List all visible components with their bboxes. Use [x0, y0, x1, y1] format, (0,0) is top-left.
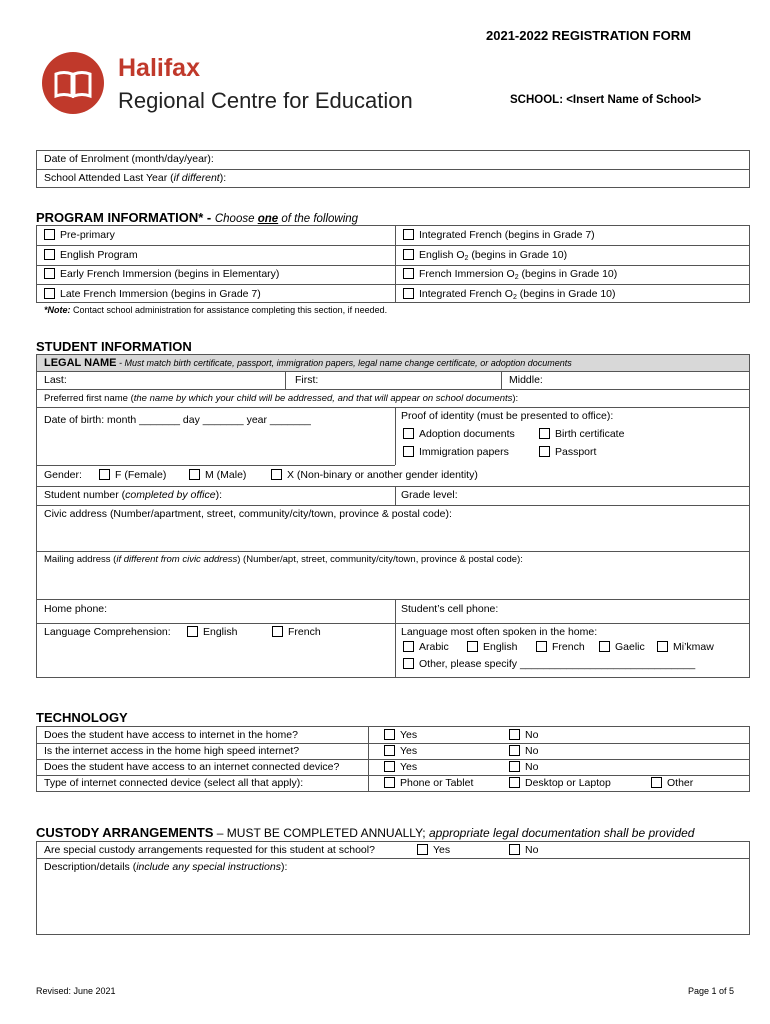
- proof-adoption[interactable]: [403, 428, 515, 440]
- tech-question: Type of internet connected device (select all that apply):: [44, 777, 304, 789]
- form-title: 2021-2022 REGISTRATION FORM: [486, 28, 691, 43]
- program-option-label: English O: [419, 249, 465, 261]
- enrolment-date-label: Date of Enrolment (month/day/year):: [44, 153, 214, 165]
- student-number-field[interactable]: [44, 489, 222, 501]
- logo: [42, 52, 104, 114]
- program-option-label: (begins in Grade 10): [519, 288, 616, 300]
- student-table: [36, 354, 750, 678]
- yes-label: Yes: [400, 761, 418, 773]
- desc-italic: include any special instructions: [136, 861, 281, 873]
- yes-label: Yes: [400, 745, 418, 757]
- checkbox[interactable]: [99, 469, 110, 480]
- subscript: 2: [514, 274, 519, 281]
- custody-question: Are special custody arrangements requested for this student at school?: [44, 844, 375, 856]
- gender-label: Gender:: [44, 469, 82, 481]
- checkbox[interactable]: [403, 446, 414, 457]
- program-option-late-french[interactable]: [44, 288, 261, 300]
- proof-birth-certificate[interactable]: [539, 428, 624, 440]
- checkbox[interactable]: [384, 777, 395, 788]
- technology-table: [36, 726, 750, 792]
- checkbox[interactable]: [417, 844, 428, 855]
- lang-comp-english[interactable]: [187, 626, 237, 638]
- no-label: No: [525, 745, 539, 757]
- page-number: Page 1 of 5: [688, 986, 735, 996]
- program-title: PROGRAM INFORMATION* -: [36, 210, 215, 225]
- custody-no[interactable]: [509, 844, 538, 856]
- yes-label: Yes: [400, 729, 418, 741]
- tech-q2-yes[interactable]: [384, 745, 417, 757]
- checkbox[interactable]: [403, 268, 414, 279]
- grade-level-field[interactable]: Grade level:: [401, 489, 458, 501]
- proof-title: Proof of identity (must be presented to office):: [401, 410, 614, 422]
- checkbox[interactable]: [44, 268, 55, 279]
- checkbox[interactable]: [384, 761, 395, 772]
- school-last-year-label: School Attended Last Year (: [44, 172, 174, 184]
- program-option-label: French Immersion O: [419, 268, 515, 280]
- home-phone-field[interactable]: Home phone:: [44, 603, 108, 615]
- school-last-year-field[interactable]: [44, 172, 226, 184]
- lang-home-gaelic[interactable]: [599, 641, 645, 653]
- checkbox[interactable]: [272, 626, 283, 637]
- custody-title-normal: – MUST BE COMPLETED ANNUALLY;: [213, 826, 429, 840]
- program-note: [44, 305, 387, 315]
- school-last-year-italic: if different: [173, 172, 220, 184]
- first-name-field[interactable]: First:: [295, 374, 319, 386]
- checkbox[interactable]: [403, 249, 414, 260]
- checkbox[interactable]: [467, 641, 478, 652]
- checkbox[interactable]: [539, 428, 550, 439]
- program-option-label: (begins in Grade 10): [471, 249, 568, 261]
- proof-passport[interactable]: [539, 446, 596, 458]
- program-section-title: [36, 210, 358, 225]
- lang-home-french[interactable]: [536, 641, 585, 653]
- lang-other-label: Other, please specify ______________________________: [419, 658, 696, 670]
- checkbox[interactable]: [384, 745, 395, 756]
- proof-option-label: Birth certificate: [555, 428, 625, 440]
- checkbox[interactable]: [384, 729, 395, 740]
- language-comprehension-label: Language Comprehension:: [44, 626, 171, 638]
- legal-name-label: LEGAL NAME: [44, 357, 117, 369]
- cell-phone-field[interactable]: Student’s cell phone:: [401, 603, 499, 615]
- tech-q2-no[interactable]: [509, 745, 538, 757]
- checkbox[interactable]: [271, 469, 282, 480]
- program-title-italic-b: one: [257, 213, 279, 225]
- no-label: No: [525, 844, 539, 856]
- checkbox[interactable]: [403, 229, 414, 240]
- mailing-address-field[interactable]: [44, 554, 523, 565]
- custody-section-title: [36, 825, 694, 840]
- no-label: No: [525, 729, 539, 741]
- subscript: 2: [464, 255, 469, 262]
- checkbox[interactable]: [403, 641, 414, 652]
- gender-female[interactable]: [99, 469, 166, 481]
- lang-comp-french[interactable]: [272, 626, 321, 638]
- checkbox[interactable]: [539, 446, 550, 457]
- enrolment-table: [36, 150, 750, 188]
- org-name-line1: Halifax: [118, 54, 200, 82]
- proof-option-label: Passport: [555, 446, 597, 458]
- program-option-label: Integrated French (begins in Grade 7): [419, 229, 595, 241]
- checkbox[interactable]: [536, 641, 547, 652]
- proof-immigration[interactable]: [403, 446, 509, 458]
- checkbox[interactable]: [509, 729, 520, 740]
- checkbox[interactable]: [509, 777, 520, 788]
- yes-label: Yes: [433, 844, 451, 856]
- program-option-label: Pre-primary: [60, 229, 115, 241]
- checkbox[interactable]: [44, 288, 55, 299]
- program-option-label: Integrated French O: [419, 288, 513, 300]
- device-desktop-laptop[interactable]: [509, 777, 611, 789]
- checkbox[interactable]: [403, 658, 414, 669]
- tech-q1-yes[interactable]: [384, 729, 417, 741]
- desc-end: ):: [280, 861, 288, 873]
- custody-description-field[interactable]: [44, 861, 287, 873]
- lang-home-english[interactable]: [467, 641, 517, 653]
- device-phone-tablet[interactable]: [384, 777, 473, 789]
- program-title-italic-c: of the following: [278, 213, 359, 225]
- custody-table: [36, 841, 750, 935]
- proof-option-label: Adoption documents: [419, 428, 515, 440]
- program-option-label: Early French Immersion (begins in Elementary): [60, 268, 280, 280]
- tech-question: Is the internet access in the home high speed internet?: [44, 745, 300, 757]
- lang-home-option-label: Gaelic: [615, 641, 645, 653]
- mailing-italic: if different from civic address: [116, 554, 238, 565]
- lang-comp-option-label: English: [203, 626, 238, 638]
- no-label: No: [525, 761, 539, 773]
- lang-home-option-label: French: [552, 641, 585, 653]
- school-last-year-end: ):: [219, 172, 227, 184]
- program-option-early-french[interactable]: [44, 268, 279, 280]
- tech-question: Does the student have access to an internet connected device?: [44, 761, 340, 773]
- mailing-end: ) (Number/apt, street, community/city/town, province & postal code):: [237, 554, 523, 565]
- tech-question: Does the student have access to internet in the home?: [44, 729, 298, 741]
- civic-address-field[interactable]: Civic address (Number/apartment, street, community/city/town, province & postal code):: [44, 508, 452, 520]
- device-option-label: Phone or Tablet: [400, 777, 474, 789]
- checkbox[interactable]: [509, 745, 520, 756]
- revised-date: Revised: June 2021: [36, 986, 116, 996]
- gender-option-label: F (Female): [115, 469, 167, 481]
- lang-home-option-label: Arabic: [419, 641, 449, 653]
- program-option-english-o2[interactable]: [403, 249, 567, 262]
- book-icon: [42, 52, 104, 114]
- lang-comp-option-label: French: [288, 626, 321, 638]
- program-title-italic-a: Choose: [214, 213, 258, 225]
- program-option-english[interactable]: [44, 249, 138, 261]
- checkbox[interactable]: [44, 249, 55, 260]
- middle-name-field[interactable]: Middle:: [509, 374, 543, 386]
- custody-yes[interactable]: [417, 844, 450, 856]
- preferred-name-field[interactable]: [44, 393, 518, 404]
- program-option-label: Late French Immersion (begins in Grade 7): [60, 288, 261, 300]
- language-home-title: Language most often spoken in the home:: [401, 626, 598, 638]
- lang-home-mikmaw[interactable]: [657, 641, 714, 653]
- desc-label: Description/details (: [44, 861, 137, 873]
- program-option-label: English Program: [60, 249, 138, 261]
- lang-home-option-label: English: [483, 641, 518, 653]
- mailing-label: Mailing address (: [44, 554, 117, 565]
- checkbox[interactable]: [651, 777, 662, 788]
- checkbox[interactable]: [187, 626, 198, 637]
- checkbox[interactable]: [509, 761, 520, 772]
- gender-option-label: M (Male): [205, 469, 247, 481]
- school-label: SCHOOL: <Insert Name of School>: [510, 94, 702, 106]
- last-name-field[interactable]: Last:: [44, 374, 67, 386]
- student-number-label: Student number (: [44, 489, 126, 501]
- custody-title-italic: appropriate legal documentation shall be provided: [428, 826, 695, 840]
- tech-q3-no[interactable]: [509, 761, 538, 773]
- technology-section-title: TECHNOLOGY: [36, 710, 128, 725]
- legal-name-title: [44, 357, 572, 369]
- checkbox[interactable]: [403, 428, 414, 439]
- lang-home-arabic[interactable]: [403, 641, 449, 653]
- preferred-label: Preferred first name (: [44, 393, 134, 404]
- preferred-end: ):: [512, 393, 519, 404]
- checkbox[interactable]: [509, 844, 520, 855]
- checkbox[interactable]: [189, 469, 200, 480]
- program-option-label: (begins in Grade 10): [521, 268, 618, 280]
- student-number-italic: completed by office: [125, 489, 216, 501]
- date-of-birth-field[interactable]: Date of birth: month _______ day _______ year _______: [44, 414, 311, 426]
- checkbox[interactable]: [44, 229, 55, 240]
- program-table: [36, 225, 750, 303]
- checkbox[interactable]: [657, 641, 668, 652]
- device-option-label: Other: [667, 777, 694, 789]
- gender-option-label: X (Non-binary or another gender identity): [287, 469, 478, 481]
- org-name-line2: Regional Centre for Education: [118, 88, 413, 113]
- checkbox[interactable]: [403, 288, 414, 299]
- custody-title-bold: CUSTODY ARRANGEMENTS: [36, 825, 214, 840]
- gender-male[interactable]: [189, 469, 246, 481]
- program-option-pre-primary[interactable]: [44, 229, 115, 241]
- proof-option-label: Immigration papers: [419, 446, 509, 458]
- legal-name-note: - Must match birth certificate, passport, immigration papers, legal name change certificate, or adoption documents: [116, 358, 572, 368]
- program-option-french-immersion-o2[interactable]: [403, 268, 617, 281]
- lang-home-option-label: Mi’kmaw: [673, 641, 714, 653]
- student-section-title: STUDENT INFORMATION: [36, 339, 192, 354]
- lang-home-other[interactable]: [403, 658, 695, 670]
- subscript: 2: [512, 294, 517, 301]
- note-text: Contact school administration for assistance completing this section, if needed.: [73, 305, 388, 315]
- tech-q1-no[interactable]: [509, 729, 538, 741]
- note-label: *Note:: [44, 305, 71, 315]
- device-option-label: Desktop or Laptop: [525, 777, 611, 789]
- checkbox[interactable]: [599, 641, 610, 652]
- program-option-integrated-french[interactable]: [403, 229, 595, 241]
- gender-x[interactable]: [271, 469, 478, 481]
- preferred-italic: the name by which your child will be addressed, and that will appear on school documents: [133, 393, 513, 404]
- tech-q3-yes[interactable]: [384, 761, 417, 773]
- device-other[interactable]: [651, 777, 693, 789]
- student-number-end: ):: [215, 489, 223, 501]
- program-option-integrated-french-o2[interactable]: [403, 288, 616, 301]
